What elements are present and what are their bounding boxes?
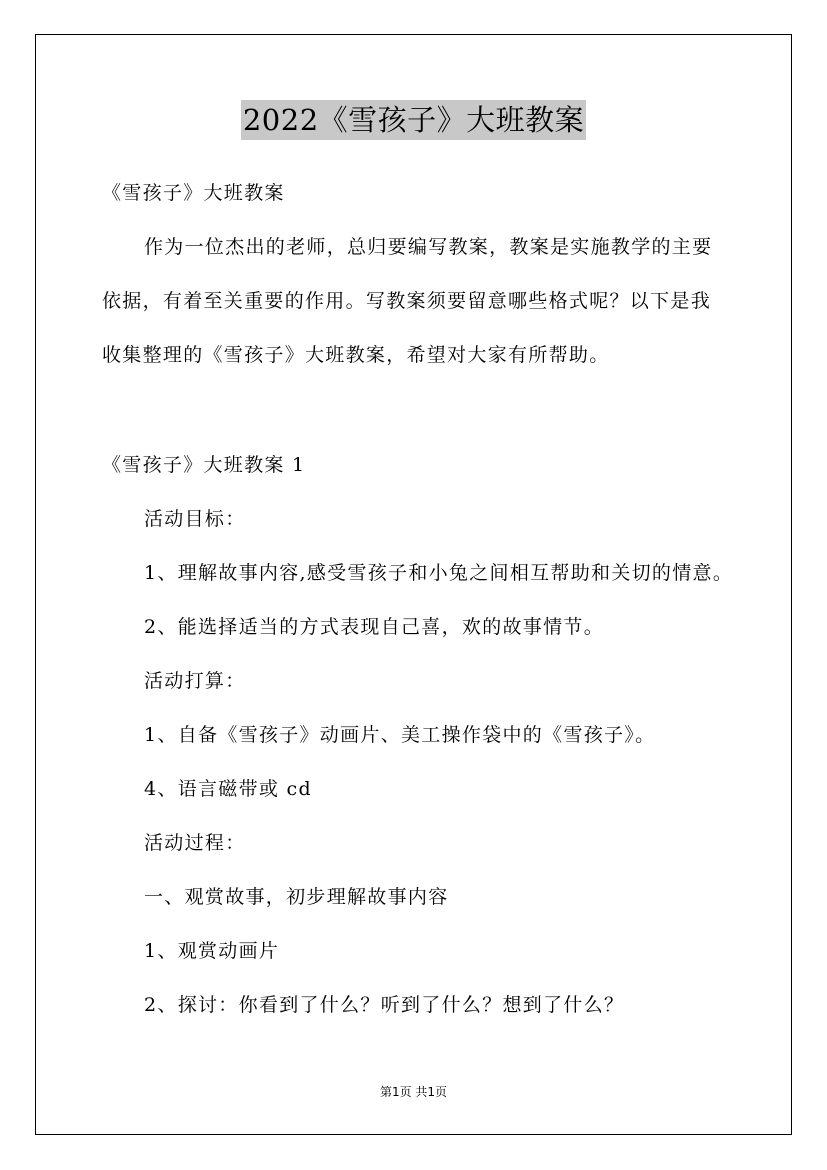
process-substep-1: 1、观赏动画片 [144,940,280,962]
preparation-item-1: 1、自备《雪孩子》动画片、美工操作袋中的《雪孩子》。 [144,724,656,746]
document-title: 2022《雪孩子》大班教案 [241,100,586,140]
process-substep-2: 2、探讨：你看到了什么？听到了什么？想到了什么？ [144,994,625,1016]
goal-item-2: 2、能选择适当的方式表现自己喜，欢的故事情节。 [144,616,604,638]
intro-paragraph-line-2: 依据，有着至关重要的作用。写教案须要留意哪些格式呢？以下是我 [102,290,712,312]
intro-paragraph-line-1: 作为一位杰出的老师，总归要编写教案，教案是实施教学的主要 [144,236,713,258]
section-heading: 《雪孩子》大班教案 1 [102,454,306,476]
process-heading: 活动过程： [144,832,246,854]
preparation-heading: 活动打算： [144,670,246,692]
subtitle-line: 《雪孩子》大班教案 [102,182,285,204]
goal-item-1: 1、理解故事内容,感受雪孩子和小兔之间相互帮助和关切的情意。 [144,562,734,584]
goals-heading: 活动目标： [144,508,246,530]
intro-paragraph-line-3: 收集整理的《雪孩子》大班教案，希望对大家有所帮助。 [102,344,610,366]
page-footer: 第1页 共1页 [379,1085,448,1099]
process-step-1: 一、观赏故事，初步理解故事内容 [144,886,449,908]
document-title-container [0,100,827,140]
preparation-item-4: 4、语言磁带或 cd [144,778,312,800]
